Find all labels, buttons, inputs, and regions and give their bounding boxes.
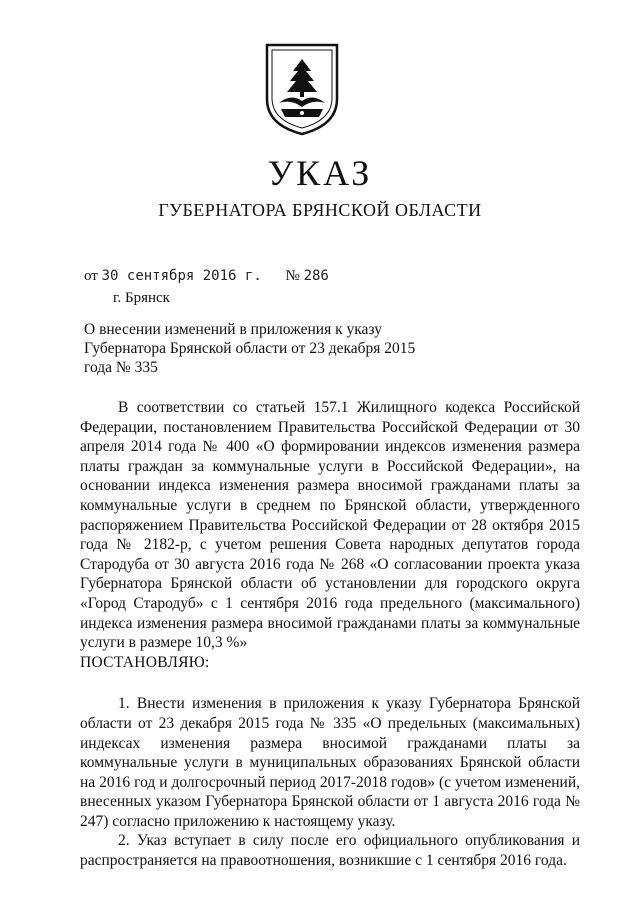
date-prefix: от <box>84 268 98 284</box>
preamble-paragraph: В соответствии со статьей 157.1 Жилищного кодекса Российской Федерации, постановлением Правительства Российской Федерации от 30 апреля 2014 года № 400 «О формировании индексов изменения размера платы граждан за коммунальные услуги в Российской Федерации», на основании индекса изменения размера вносимой гражданами платы за коммунальные услуги в среднем по Брянской области, утвержденного распоряжением Правительства Российской Федерации от 28 октября 2015 года № 2182-р, с учетом решения Совета народных депутатов города Стародуба от 30 августа 2016 года № 268 «О согласовании проекта указа Губернатора Брянской области об установлении для городского округа «Город Стародуб» с 1 сентября 2016 года предельного (максимального) индекса изменения размера вносимой гражданами платы за коммунальные услуги в размере 10,3 %» <box>80 399 580 652</box>
bryansk-coat-of-arms-icon <box>263 41 341 137</box>
item-paragraph-2: 2. Указ вступает в силу после его официального опубликования и распространяется на правоотношения, возникшие с 1 сентября 2016 года. <box>80 832 580 870</box>
date-stamp: 30 сентября 2016 г. <box>101 268 262 284</box>
item-paragraph-1: 1. Внести изменения в приложения к указу Губернатора Брянской области от 23 декабря 2015 года № 335 «О предельных (максимальных) индексах изменения размера вносимой гражданами платы за коммунальные услуги в муниципальных образованиях Брянской области на 2016 год и долгосрочный период 2017-2018 годов» (с учетом изменений, внесенных указом Губернатора Брянской области от 1 августа 2016 года № 247) согласно приложению к настоящему указу. <box>80 695 580 830</box>
city: г. Брянск <box>113 290 170 306</box>
number-label: № <box>285 268 300 284</box>
document-title: УКАЗ <box>267 153 373 193</box>
document-subtitle: ГУБЕРНАТОРА БРЯНСКОЙ ОБЛАСТИ <box>158 200 482 220</box>
document-body <box>80 398 580 871</box>
decree-word: ПОСТАНОВЛЯЮ: <box>80 653 210 671</box>
date-number-line <box>84 268 329 285</box>
number-stamp: 286 <box>303 268 329 284</box>
document-subject: О внесении изменений в приложения к указу Губернатора Брянской области от 23 декабря 2015 года № 335 <box>84 321 416 376</box>
